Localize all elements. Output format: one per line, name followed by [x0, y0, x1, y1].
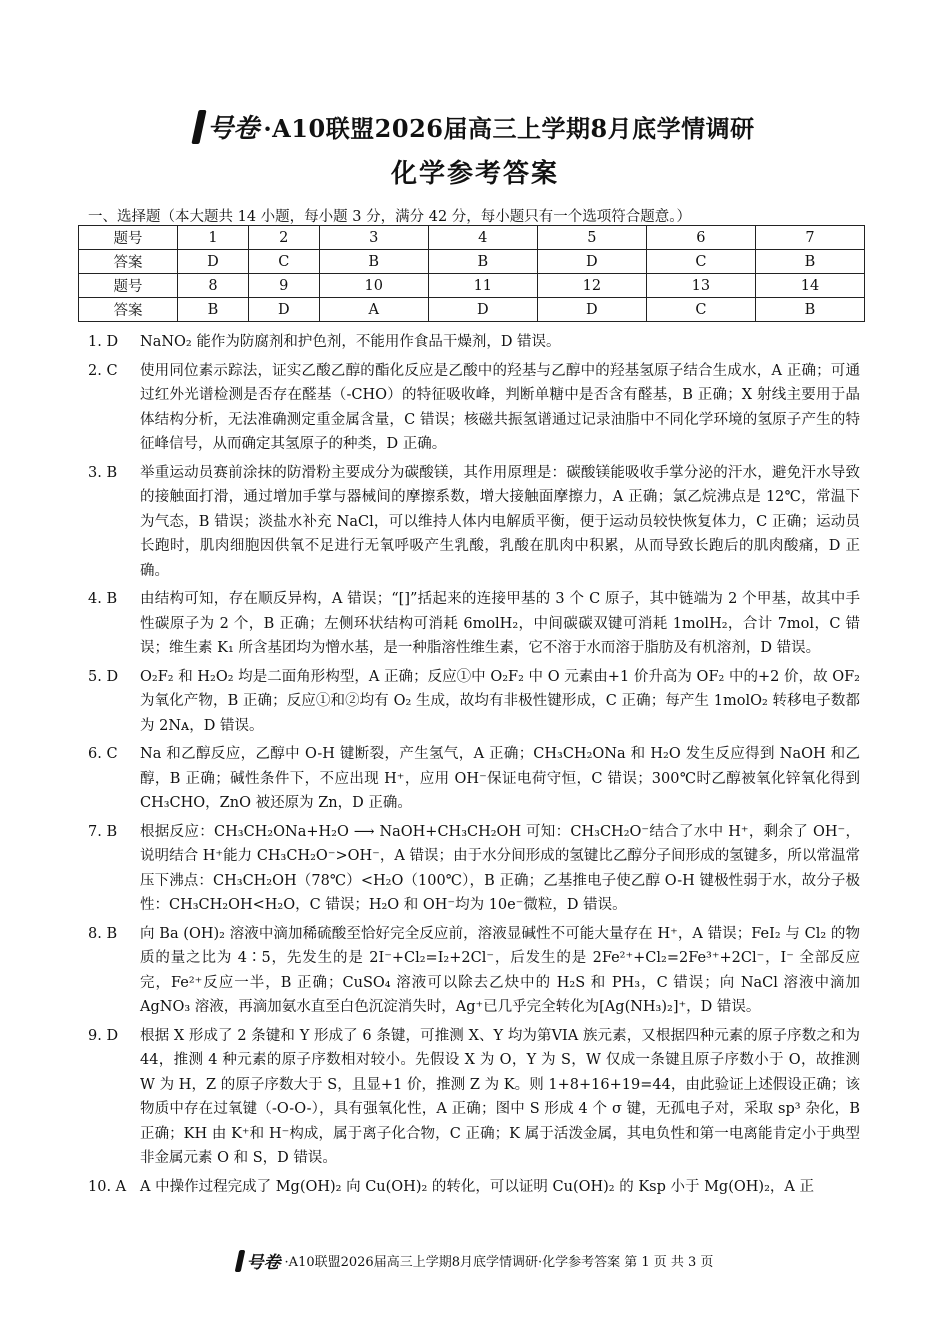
table-cell: 3 [319, 226, 428, 250]
item-text: 举重运动员赛前涂抹的防滑粉主要成分为碳酸镁，其作用原理是：碳酸镁能吸收手掌分泌的汗水，避免汗水导致的接触面打滑，通过增加手掌与器械间的摩擦系数，增大接触面摩擦力，A 正确；氯乙烷沸点是 12℃，常温下为气态，B 错误；淡盐水补充 NaCl，可以维持人体内电解质平衡，便于运动员较快恢复体力，C 正确；运动员长跑时，肌肉细胞因供氧不足进行无氧呼吸产生乳酸，乳酸在肌肉中积累，从而导致长跑后的肌肉酸痛，D 正确。 [140, 464, 860, 579]
table-cell: D [537, 298, 646, 322]
section-heading: 一、选择题（本大题共 14 小题，每小题 3 分，满分 42 分，每小题只有一个选项符合题意。） [88, 209, 692, 225]
table-cell: 7 [755, 226, 864, 250]
table-cell: 4 [428, 226, 537, 250]
table-cell: C [646, 250, 755, 274]
table-cell: 1 [178, 226, 249, 250]
table-row [79, 250, 865, 274]
item-number: 2. C [88, 362, 118, 379]
list-item [88, 330, 860, 355]
brand-logo-text: 号卷 [207, 114, 260, 144]
table-cell: 12 [537, 274, 646, 298]
item-text: NaNO₂ 能作为防腐剂和护色剂，不能用作食品干燥剂，D 错误。 [140, 334, 561, 350]
list-item [88, 1024, 860, 1171]
table-cell: 6 [646, 226, 755, 250]
item-number: 4. B [88, 591, 118, 607]
item-text: A 中操作过程完成了 Mg(OH)₂ 向 Cu(OH)₂ 的转化，可以证明 Cu(OH)₂ 的 Ksp 小于 Mg(OH)₂，A 正 [140, 1178, 814, 1195]
table-cell: 5 [537, 226, 646, 250]
footer-logo [237, 1248, 281, 1273]
item-number: 1. D [88, 334, 119, 350]
page-subtitle: 化学参考答案 [390, 159, 559, 189]
table-cell: 14 [755, 274, 864, 298]
table-cell: D [248, 298, 319, 322]
row-label: 题号 [79, 226, 178, 250]
table-row [79, 274, 865, 298]
brand-logo [195, 108, 259, 145]
table-cell: 9 [248, 274, 319, 298]
table-cell: B [755, 298, 864, 322]
page-header [0, 108, 950, 190]
table-cell: C [248, 250, 319, 274]
row-label: 题号 [79, 274, 178, 298]
brand-logo-icon [192, 110, 207, 144]
item-text: 由结构可知，存在顺反异构，A 错误；“[]”括起来的连接甲基的 3 个 C 原子，其中链端为 2 个甲基，故其中手性碳原子为 2 个，B 正确；左侧环状结构可消耗 6molH₂，中间碳碳双键可消耗 1molH₂，合计 7mol，C 错误；维生素 K₁ 所含基团均为憎水基，是一种脂溶性维生素，它不溶于水而溶于脂肪及有机溶剂，D 错误。 [140, 591, 860, 656]
list-item [88, 820, 860, 918]
list-item [88, 461, 860, 584]
table-cell: B [178, 298, 249, 322]
row-label: 答案 [79, 298, 178, 322]
item-text: Na 和乙醇反应，乙醇中 O-H 键断裂，产生氢气，A 正确；CH₃CH₂ONa 和 H₂O 发生反应得到 NaOH 和乙醇，B 正确；碱性条件下，不应出现 H⁺，应用 OH⁻保证电荷守恒，C 错误；300℃时乙醇被氧化锌氧化得到 CH₃CHO，ZnO 被还原为 Zn，D 正确。 [140, 746, 860, 811]
item-number: 10. A [88, 1178, 127, 1195]
table-cell: B [755, 250, 864, 274]
answer-table [78, 225, 865, 322]
table-row [79, 298, 865, 322]
table-cell: C [646, 298, 755, 322]
footer-logo-icon [234, 1250, 245, 1272]
item-number: 3. B [88, 464, 118, 481]
item-number: 5. D [88, 668, 119, 685]
table-cell: 11 [428, 274, 537, 298]
item-number: 9. D [88, 1027, 119, 1044]
item-text: 根据 X 形成了 2 条键和 Y 形成了 6 条键，可推测 X、Y 均为第VIA 族元素，又根据四种元素的原子序数之和为 44，推测 4 种元素的原子序数相对较小。先假设 X 为 O，Y 为 S，W 仅成一条键且原子序数小于 O，故推测 W 为 H，Z 的原子序数大于 S，且显+1 价，推测 Z 为 K。则 1+8+16+19=44，由此验证上述假设正确；该物质中存在过氧键（-O-O-），具有强氧化性，A 正确；图中 S 形成 4 个 σ 键，无孤电子对，采取 sp³ 杂化，B 正确；KH 由 K⁺和 H⁻构成，属于离子化合物，C 正确；K 属于活泼金属，其电负性和第一电离能肯定小于典型非金属元素 O 和 S，D 错误。 [140, 1027, 860, 1166]
title-line [0, 108, 950, 145]
table-cell: 2 [248, 226, 319, 250]
list-item [88, 665, 860, 739]
list-item [88, 922, 860, 1020]
list-item [88, 742, 860, 816]
list-item [88, 587, 860, 661]
explanation-list [88, 330, 860, 1203]
page-title: ·A10联盟2026届高三上学期8月底学情调研 [263, 114, 755, 143]
item-text: 向 Ba (OH)₂ 溶液中滴加稀硫酸至恰好完全反应前，溶液显碱性不可能大量存在 H⁺，A 错误；FeI₂ 与 Cl₂ 的物质的量之比为 4∶5，先发生的是 2I⁻+Cl₂=I₂+2Cl⁻，后发生的是 2Fe²⁺+Cl₂=2Fe³⁺+2Cl⁻，I⁻ 全部反应完，Fe²⁺反应一半，B 正确；CuSO₄ 溶液可以除去乙炔中的 H₂S 和 PH₃，C 错误；向 NaCl 溶液中滴加 AgNO₃ 溶液，再滴加氨水直至白色沉淀消失时，Ag⁺已几乎完全转化为[Ag(NH₃)₂]⁺，D 错误。 [140, 925, 860, 1015]
table-cell: D [537, 250, 646, 274]
table-cell: 13 [646, 274, 755, 298]
item-text: O₂F₂ 和 H₂O₂ 均是二面角形构型，A 正确；反应①中 O₂F₂ 中 O 元素由+1 价升高为 OF₂ 中的+2 价，故 OF₂ 为氧化产物，B 正确；反应①和②均有 O₂ 生成，故均有非极性键形成，C 正确；每产生 1molO₂ 转移电子数都为 2Nᴀ，D 错误。 [140, 668, 860, 734]
table-cell: B [319, 250, 428, 274]
list-item [88, 359, 860, 457]
page-footer [0, 1248, 950, 1273]
item-number: 8. B [88, 925, 118, 942]
list-item [88, 1175, 860, 1200]
table-cell: A [319, 298, 428, 322]
table-row [79, 226, 865, 250]
footer-text: ·A10联盟2026届高三上学期8月底学情调研·化学参考答案 第 1 页 共 3 页 [284, 1255, 714, 1270]
table-cell: 8 [178, 274, 249, 298]
row-label: 答案 [79, 250, 178, 274]
footer-logo-text: 号卷 [246, 1253, 281, 1273]
table-cell: B [428, 250, 537, 274]
item-text: 根据反应：CH₃CH₂ONa+H₂O ⟶ NaOH+CH₃CH₂OH 可知：CH₃CH₂O⁻结合了水中 H⁺，剩余了 OH⁻，说明结合 H⁺能力 CH₃CH₂O⁻>OH⁻，A 错误；由于水分间形成的氢键比乙醇分子间形成的氢键多，所以常温常压下沸点：CH₃CH₂OH（78℃）<H₂O（100℃），B 正确；乙基推电子使乙醇 O-H 键极性弱于水，故分子极性：CH₃CH₂OH<H₂O，C 错误；H₂O 和 OH⁻均为 10e⁻微粒，D 错误。 [140, 823, 860, 913]
table-cell: D [178, 250, 249, 274]
table-cell: 10 [319, 274, 428, 298]
item-number: 6. C [88, 746, 118, 762]
item-text: 使用同位素示踪法，证实乙酸乙醇的酯化反应是乙酸中的羟基与乙醇中的羟基氢原子结合生成水，A 正确；可通过红外光谱检测是否存在醛基（-CHO）的特征吸收峰，判断单糖中是否含有醛基，B 正确；X 射线主要用于晶体结构分析，无法准确测定重金属含量，C 错误；核磁共振氢谱通过记录油脂中不同化学环境的氢原子产生的特征峰信号，从而确定其氢原子的种类，D 正确。 [140, 362, 860, 452]
table-cell: D [428, 298, 537, 322]
item-number: 7. B [88, 823, 118, 840]
